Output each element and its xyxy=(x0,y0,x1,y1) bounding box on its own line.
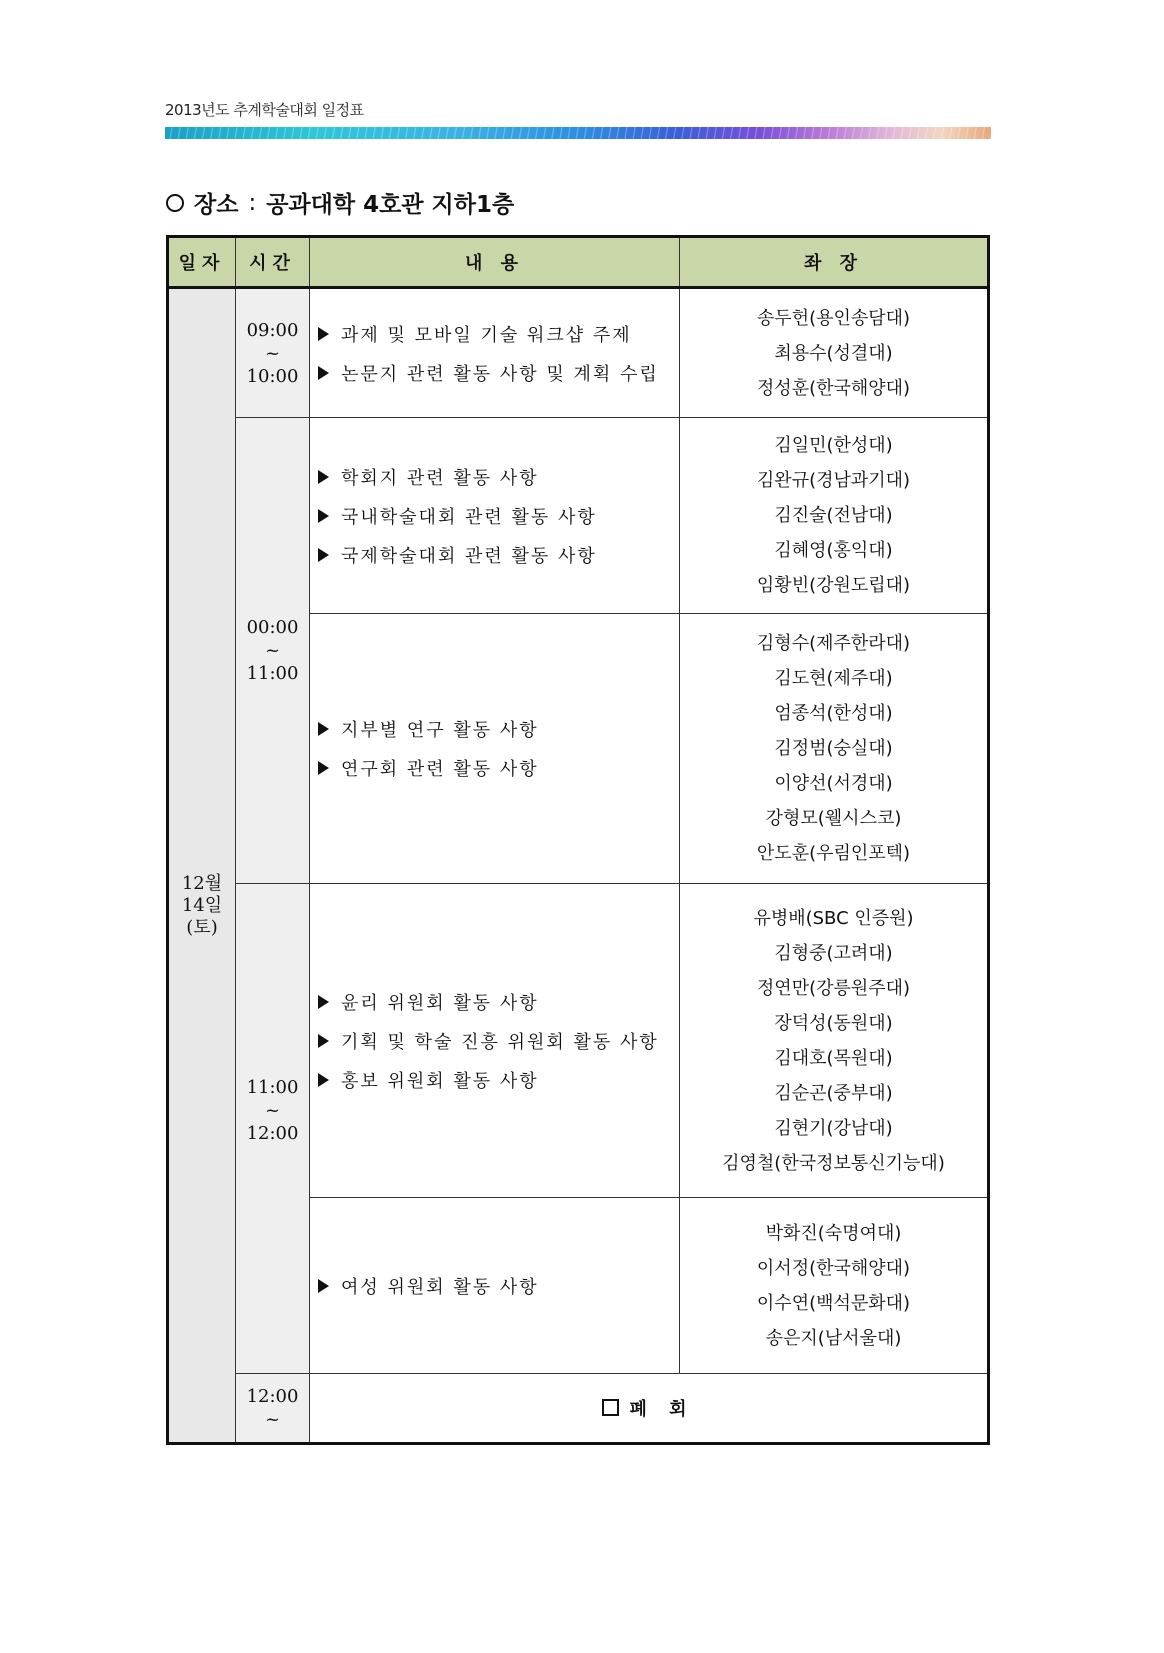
chair-name: 이수연(백석문화대) xyxy=(756,1292,911,1314)
header-title: 2013년도 추계학술대회 일정표 xyxy=(165,101,364,119)
content-cell xyxy=(310,1198,680,1374)
chair-name: 강형모(웰시스코) xyxy=(765,808,902,829)
chair-name: 박화진(숙명여대) xyxy=(765,1222,902,1244)
item-text: 윤리 위원회 활동 사항 xyxy=(341,992,539,1014)
chair-name: 김혜영(홍익대) xyxy=(774,540,893,561)
table-header-row xyxy=(168,237,989,288)
time-end: 10:00 xyxy=(246,365,299,387)
list-item xyxy=(318,457,679,496)
time-cell xyxy=(236,418,310,884)
date-month: 12월 xyxy=(181,872,223,894)
content-cell xyxy=(310,884,680,1198)
circle-bullet-icon xyxy=(166,194,184,212)
chair-name: 김현기(강남대) xyxy=(774,1117,893,1139)
date-cell xyxy=(168,288,236,1444)
item-text: 국내학술대회 관련 활동 사항 xyxy=(341,506,597,528)
date-day: 14일 xyxy=(181,894,223,916)
time-cell xyxy=(236,288,310,418)
triangle-bullet-icon xyxy=(318,761,329,775)
header-chairs: 좌 장 xyxy=(680,237,989,288)
chair-name: 송은지(남서울대) xyxy=(765,1327,902,1349)
item-text: 홍보 위원회 활동 사항 xyxy=(341,1070,539,1092)
item-text: 기획 및 학술 진흥 위원회 활동 사항 xyxy=(341,1031,659,1053)
triangle-bullet-icon xyxy=(318,995,329,1009)
triangle-bullet-icon xyxy=(318,327,329,341)
time-start: 11:00 xyxy=(246,1077,299,1098)
location-separator: : xyxy=(248,189,257,216)
time-sep: ~ xyxy=(264,1409,281,1430)
chair-name: 김완규(경남과기대) xyxy=(756,470,911,491)
closing-cell xyxy=(310,1374,989,1444)
triangle-bullet-icon xyxy=(318,1073,329,1087)
chair-name: 김정범(숭실대) xyxy=(774,738,893,759)
chair-name: 김영철(한국정보통신기능대) xyxy=(722,1152,945,1174)
chair-name: 이서정(한국해양대) xyxy=(756,1257,911,1279)
chair-name: 장덕성(동원대) xyxy=(774,1012,893,1034)
table-row xyxy=(168,288,989,418)
chair-name: 김도현(제주대) xyxy=(774,668,893,689)
chair-name: 정성훈(한국해양대) xyxy=(756,377,911,399)
time-sep: ~ xyxy=(264,342,281,364)
location-label: 장소 xyxy=(194,192,239,218)
table-row-closing xyxy=(168,1374,989,1444)
triangle-bullet-icon xyxy=(318,366,329,380)
chair-name: 최용수(성결대) xyxy=(774,342,893,364)
list-item xyxy=(318,1021,679,1060)
header-time: 시간 xyxy=(236,237,310,288)
schedule-table xyxy=(166,235,990,1445)
time-sep: ~ xyxy=(264,640,281,661)
triangle-bullet-icon xyxy=(318,1279,329,1293)
location-value: 공과대학 4호관 지하1층 xyxy=(266,192,515,218)
chair-name: 김일민(한성대) xyxy=(774,435,893,456)
closing-label: 폐 회 xyxy=(629,1399,695,1420)
chairs-cell xyxy=(680,418,989,614)
content-cell xyxy=(310,418,680,614)
list-item xyxy=(318,710,679,749)
chair-name: 김형중(고려대) xyxy=(774,942,893,964)
item-text: 국제학술대회 관련 활동 사항 xyxy=(341,545,597,567)
content-cell xyxy=(310,614,680,884)
chair-name: 안도훈(우림인포텍) xyxy=(756,843,911,864)
chairs-cell xyxy=(680,288,989,418)
chair-name: 임황빈(강원도립대) xyxy=(756,575,911,596)
square-bullet-icon xyxy=(602,1399,619,1416)
chair-name: 엄종석(한성대) xyxy=(774,703,893,724)
time-end: 11:00 xyxy=(246,663,299,684)
item-text: 학회지 관련 활동 사항 xyxy=(341,467,539,489)
list-item xyxy=(318,982,679,1021)
table-row xyxy=(168,884,989,1198)
triangle-bullet-icon xyxy=(318,548,329,562)
list-item xyxy=(318,496,679,535)
item-text: 논문지 관련 활동 사항 및 계획 수립 xyxy=(341,363,659,385)
time-sep: ~ xyxy=(264,1100,281,1121)
list-item xyxy=(318,1266,679,1305)
chair-name: 송두헌(용인송담대) xyxy=(756,307,911,329)
chair-name: 김순곤(중부대) xyxy=(774,1082,893,1104)
item-text: 지부별 연구 활동 사항 xyxy=(341,720,539,741)
list-item xyxy=(318,1060,679,1099)
chairs-cell xyxy=(680,614,989,884)
triangle-bullet-icon xyxy=(318,1034,329,1048)
item-text: 여성 위원회 활동 사항 xyxy=(341,1276,539,1298)
list-item xyxy=(318,749,679,788)
time-end: 12:00 xyxy=(246,1123,299,1144)
item-text: 과제 및 모바일 기술 워크샵 주제 xyxy=(341,324,632,346)
list-item xyxy=(318,314,679,353)
triangle-bullet-icon xyxy=(318,722,329,736)
triangle-bullet-icon xyxy=(318,470,329,484)
chairs-cell xyxy=(680,1198,989,1374)
table-row xyxy=(168,418,989,614)
header-date: 일자 xyxy=(168,237,236,288)
item-text: 연구회 관련 활동 사항 xyxy=(341,759,539,780)
content-cell xyxy=(310,288,680,418)
chair-name: 이양선(서경대) xyxy=(774,773,893,794)
chair-name: 김형수(제주한라대) xyxy=(756,633,911,654)
location-line xyxy=(166,186,514,219)
list-item xyxy=(318,353,679,392)
chair-name: 김진술(전남대) xyxy=(774,505,893,526)
triangle-bullet-icon xyxy=(318,509,329,523)
list-item xyxy=(318,535,679,574)
time-cell xyxy=(236,1374,310,1444)
time-start: 12:00 xyxy=(246,1386,299,1407)
time-start: 00:00 xyxy=(246,617,299,638)
time-start: 09:00 xyxy=(246,319,299,341)
chair-name: 정연만(강릉원주대) xyxy=(756,977,911,999)
chair-name: 김대호(목원대) xyxy=(774,1047,893,1069)
header-decorative-bar xyxy=(165,127,991,139)
header-content: 내 용 xyxy=(310,237,680,288)
chair-name: 유병배(SBC 인증원) xyxy=(753,907,914,929)
time-cell xyxy=(236,884,310,1374)
date-weekday: (토) xyxy=(186,916,218,938)
chairs-cell xyxy=(680,884,989,1198)
